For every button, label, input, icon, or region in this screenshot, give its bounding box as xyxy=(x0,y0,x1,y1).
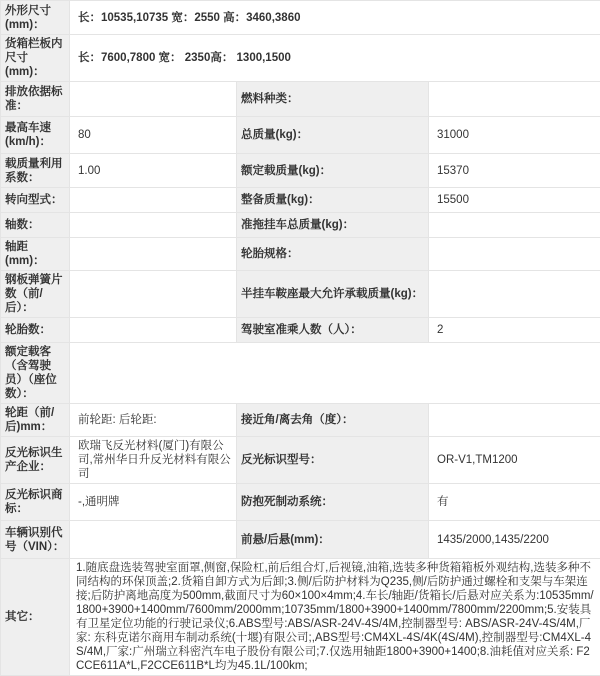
spec-value-gross-mass: 31000 xyxy=(429,117,600,154)
row-reflective-marking-brand-abs xyxy=(1,484,600,521)
spec-value-abs: 有 xyxy=(429,484,600,521)
spec-value-fuel-type xyxy=(429,82,600,117)
row-steering-type-curb-mass xyxy=(1,188,600,213)
spec-value-towable-trailer-mass xyxy=(429,213,600,238)
spec-label-tire-spec: 轮胎规格： xyxy=(237,238,429,271)
spec-value-track-front-rear: 前轮距: 后轮距: xyxy=(70,404,237,437)
spec-label-approach-departure-angle: 接近角/离去角（度）： xyxy=(237,404,429,437)
spec-value-tire-count xyxy=(70,318,237,343)
row-axle-count-trailer-mass xyxy=(1,213,600,238)
spec-label-rated-passenger-capacity: 额定载客（含驾驶员）（座位数）： xyxy=(1,343,70,404)
spec-label-reflective-marking-manufacturer: 反光标识生产企业： xyxy=(1,437,70,484)
spec-value-reflective-marking-manufacturer: 欧瑞飞反光材料(厦门)有限公司,常州华日升反光材料有限公司 xyxy=(70,437,237,484)
spec-label-abs: 防抱死制动系统： xyxy=(237,484,429,521)
spec-value-axle-count xyxy=(70,213,237,238)
row-reflective-marking-manufacturer-model xyxy=(1,437,600,484)
row-vin-overhang xyxy=(1,521,600,559)
row-leaf-spring-fifth-wheel xyxy=(1,271,600,318)
spec-value-cargo-box-inner-dimensions: 长：7600,7800 宽： 2350高： 1300,1500 xyxy=(70,35,600,82)
spec-label-towable-trailer-mass: 准拖挂车总质量(kg)： xyxy=(237,213,429,238)
spec-value-load-utilization-ratio: 1.00 xyxy=(70,154,237,188)
spec-value-leaf-spring-count xyxy=(70,271,237,318)
spec-value-other: 1.随底盘选装驾驶室面罩,侧窗,保险杠,前后组合灯,后视镜,油箱,选装多种货箱箱板外观结构,选装多种不同结构的环保顶盖;2.货箱自卸方式为后卸;3.侧/后防护材料为Q235,侧/后防护通过螺栓和支架与车架连接;后防护离地高度为500mm,截面尺寸为60×100×4mm;4.车长/轴距/货箱长/后悬对应关系为:10535mm/1800+3900+1400mm/7600mm/2000mm;10735mm/1800+3900+1400mm/7800mm/2200mm;5.安装具有卫星定位功能的行驶记录仪;6.ABS型号:ABS/ASR-24V-4S/4M,控制器型号: ABS/ASR-24V-4S/4M,厂家: 东科克诺尔商用车制动系统(十堰)有限公司;,ABS型号:CM4XL-4S/4K(4S/4M),控制器型号:CM4XL-4S/4M,厂家:广州瑞立科密汽车电子股份有限公司;7.仅选用轴距1800+3900+1400;8.油耗值对应关系: F2CCE611A*L,F2CCE611B*L均为45.1L/100km; xyxy=(70,559,600,676)
spec-label-reflective-marking-brand: 反光标识商标： xyxy=(1,484,70,521)
row-wheelbase-tire-spec xyxy=(1,238,600,271)
spec-label-reflective-marking-model: 反光标识型号： xyxy=(237,437,429,484)
spec-label-load-utilization-ratio: 载质量利用系数： xyxy=(1,154,70,188)
spec-value-emission-standard xyxy=(70,82,237,117)
spec-value-tire-spec xyxy=(429,238,600,271)
spec-value-vin xyxy=(70,521,237,559)
spec-label-cargo-box-inner-dimensions: 货箱栏板内尺寸(mm)： xyxy=(1,35,70,82)
spec-value-fifth-wheel-load xyxy=(429,271,600,318)
row-cargo-box-inner-dimensions xyxy=(1,35,600,82)
spec-label-track-front-rear: 轮距（前/后)mm： xyxy=(1,404,70,437)
spec-label-cab-passenger-capacity: 驾驶室准乘人数（人）： xyxy=(237,318,429,343)
spec-value-reflective-marking-brand: -,通明牌 xyxy=(70,484,237,521)
spec-label-max-speed: 最高车速(km/h)： xyxy=(1,117,70,154)
spec-label-fuel-type: 燃料种类： xyxy=(237,82,429,117)
row-track-approach-angle xyxy=(1,404,600,437)
spec-label-leaf-spring-count: 钢板弹簧片数（前/后）： xyxy=(1,271,70,318)
row-emission-standard-fuel-type xyxy=(1,82,600,117)
row-max-speed-gross-mass xyxy=(1,117,600,154)
spec-value-wheelbase xyxy=(70,238,237,271)
spec-label-curb-mass: 整备质量(kg)： xyxy=(237,188,429,213)
row-load-utilization-rated-load xyxy=(1,154,600,188)
spec-label-rated-load-mass: 额定载质量(kg)： xyxy=(237,154,429,188)
spec-label-other: 其它： xyxy=(1,559,70,676)
spec-value-front-rear-overhang: 1435/2000,1435/2200 xyxy=(429,521,600,559)
spec-label-exterior-dimensions: 外形尺寸(mm)： xyxy=(1,1,70,35)
row-rated-passenger-capacity xyxy=(1,343,600,404)
spec-value-rated-passenger-capacity xyxy=(70,343,600,404)
row-other xyxy=(1,559,600,676)
row-tire-count-cab-capacity xyxy=(1,318,600,343)
spec-label-fifth-wheel-load: 半挂车鞍座最大允许承载质量(kg)： xyxy=(237,271,429,318)
spec-value-rated-load-mass: 15370 xyxy=(429,154,600,188)
spec-value-cab-passenger-capacity: 2 xyxy=(429,318,600,343)
spec-label-axle-count: 轴数： xyxy=(1,213,70,238)
spec-label-steering-type: 转向型式： xyxy=(1,188,70,213)
spec-value-steering-type xyxy=(70,188,237,213)
spec-value-approach-departure-angle xyxy=(429,404,600,437)
row-exterior-dimensions xyxy=(1,1,600,35)
spec-label-front-rear-overhang: 前悬/后悬(mm)： xyxy=(237,521,429,559)
spec-label-vin: 车辆识别代号（VIN）： xyxy=(1,521,70,559)
spec-label-tire-count: 轮胎数： xyxy=(1,318,70,343)
spec-label-wheelbase: 轴距(mm)： xyxy=(1,238,70,271)
spec-value-reflective-marking-model: OR-V1,TM1200 xyxy=(429,437,600,484)
spec-label-gross-mass: 总质量(kg)： xyxy=(237,117,429,154)
spec-value-exterior-dimensions: 长：10535,10735 宽：2550 高：3460,3860 xyxy=(70,1,600,35)
spec-label-emission-standard: 排放依据标准： xyxy=(1,82,70,117)
spec-value-max-speed: 80 xyxy=(70,117,237,154)
spec-value-curb-mass: 15500 xyxy=(429,188,600,213)
